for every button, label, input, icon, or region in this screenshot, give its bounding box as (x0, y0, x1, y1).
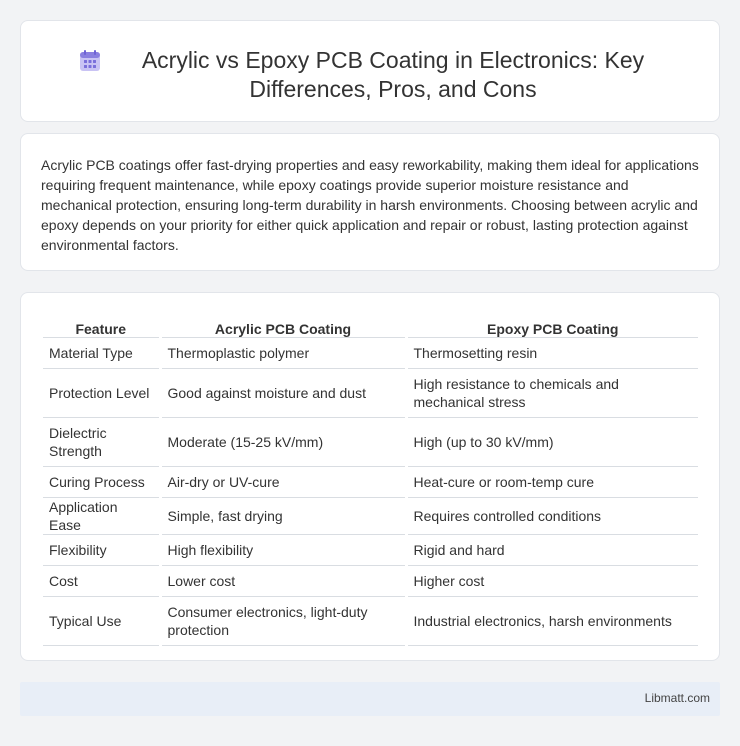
table-cell: High resistance to chemicals and mechanical stress (406, 368, 698, 417)
table-header-row (43, 315, 698, 337)
table-cell: Heat-cure or room-temp cure (406, 466, 698, 497)
calendar-icon (77, 48, 103, 74)
table-cell: High (up to 30 kV/mm) (406, 417, 698, 466)
table-row (43, 417, 698, 466)
table-row (43, 534, 698, 565)
table-cell: Curing Process (43, 466, 160, 497)
page-title: Acrylic vs Epoxy PCB Coating in Electronics: Key Differences, Pros, and Cons (141, 47, 645, 102)
table-cell: Material Type (43, 337, 160, 368)
footer-site-link[interactable]: Libmatt.com (644, 691, 710, 705)
footer-bar (20, 682, 720, 716)
table-header-cell: Acrylic PCB Coating (160, 315, 406, 337)
table-cell: Rigid and hard (406, 534, 698, 565)
table-cell: Higher cost (406, 565, 698, 596)
table-header-cell: Feature (43, 315, 160, 337)
table-cell: Thermoplastic polymer (160, 337, 406, 368)
table-cell: Industrial electronics, harsh environments (406, 596, 698, 645)
table-row (43, 337, 698, 368)
comparison-table (43, 315, 698, 646)
table-cell: Requires controlled conditions (406, 497, 698, 534)
table-cell: Dielectric Strength (43, 417, 160, 466)
comparison-table-card (20, 292, 720, 661)
table-cell: Application Ease (43, 497, 160, 534)
table-cell: Good against moisture and dust (160, 368, 406, 417)
table-row (43, 466, 698, 497)
table-row (43, 497, 698, 534)
table-cell: Air-dry or UV-cure (160, 466, 406, 497)
table-header-cell: Epoxy PCB Coating (406, 315, 698, 337)
table-row (43, 596, 698, 645)
table-cell: Cost (43, 565, 160, 596)
intro-card (20, 133, 720, 271)
table-cell: High flexibility (160, 534, 406, 565)
table-row (43, 565, 698, 596)
table-cell: Moderate (15-25 kV/mm) (160, 417, 406, 466)
table-row (43, 368, 698, 417)
table-cell: Typical Use (43, 596, 160, 645)
table-cell: Thermosetting resin (406, 337, 698, 368)
table-cell: Flexibility (43, 534, 160, 565)
table-cell: Consumer electronics, light-duty protection (160, 596, 406, 645)
title-card (20, 20, 720, 122)
table-cell: Lower cost (160, 565, 406, 596)
table-cell: Protection Level (43, 368, 160, 417)
table-cell: Simple, fast drying (160, 497, 406, 534)
intro-paragraph: Acrylic PCB coatings offer fast-drying properties and easy reworkability, making them ideal for applications requiring frequent maintenance, while epoxy coatings provide superior moisture resistance and mechanical protection, ensuring long-term durability in harsh environments. Choosing between acrylic and epoxy depends on your priority for either quick application and repair or robust, lasting protection against environmental factors. (41, 157, 699, 253)
